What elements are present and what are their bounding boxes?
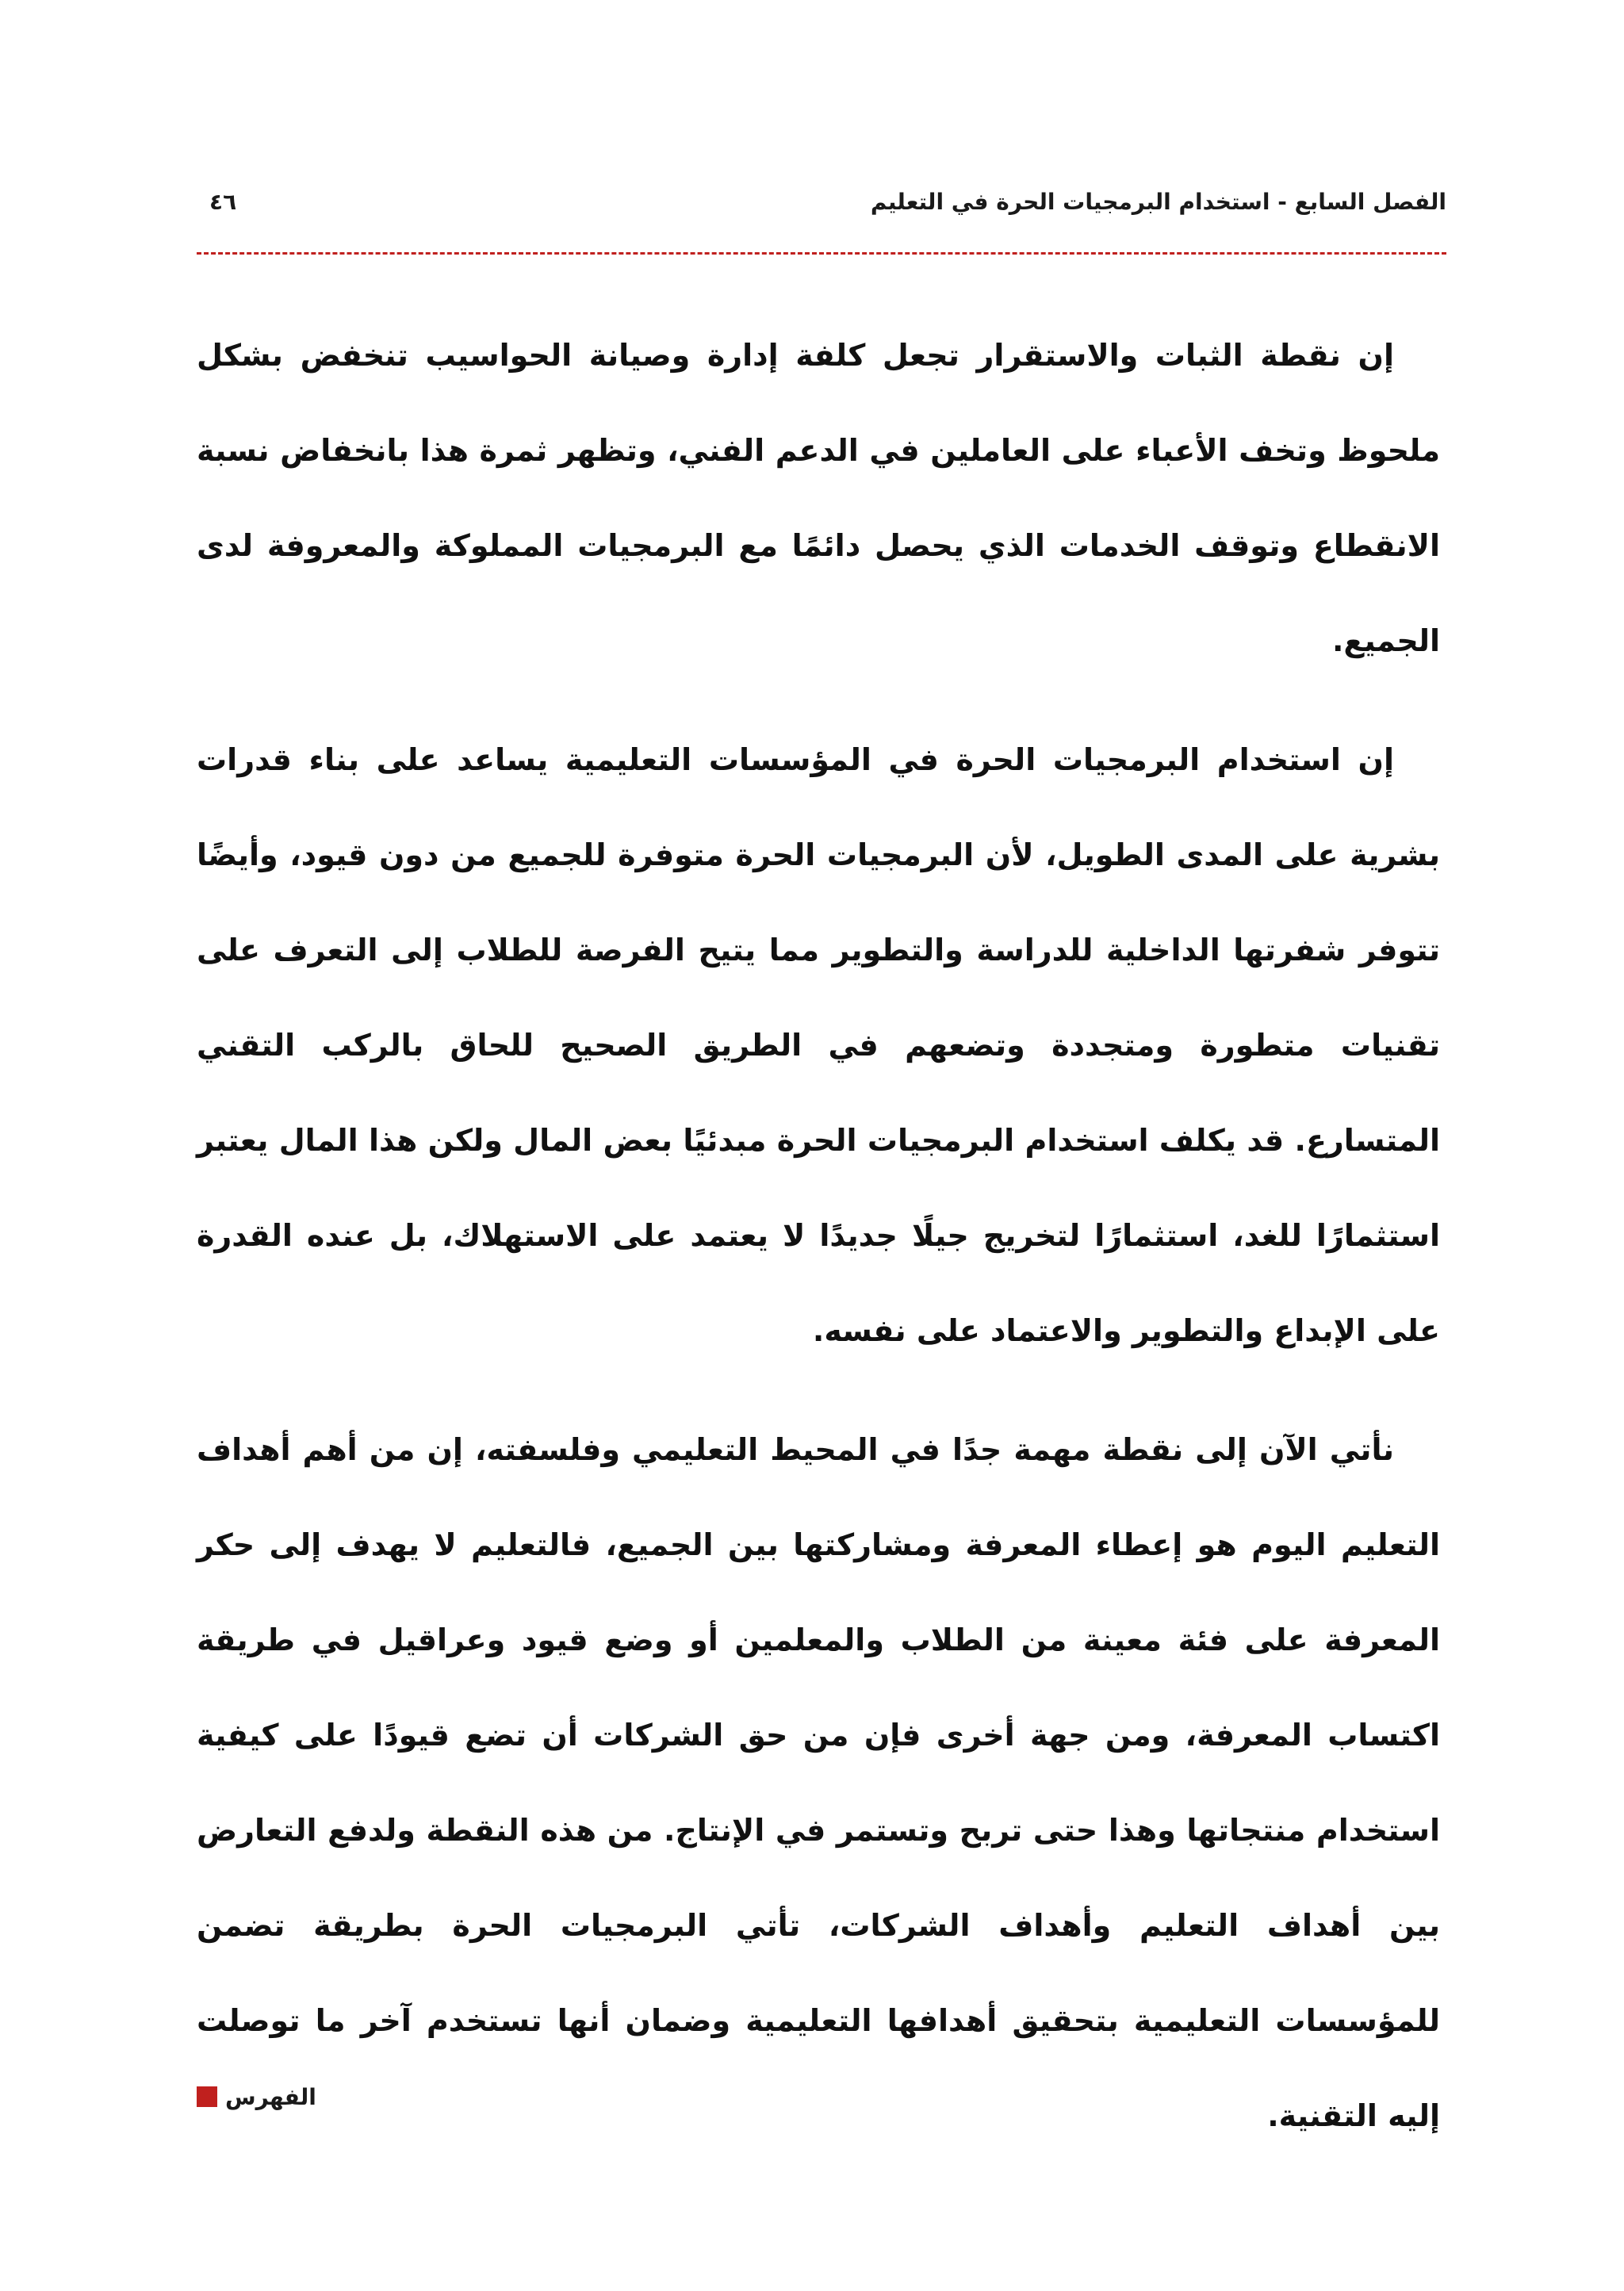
page-number: ٤٦ [209, 189, 237, 215]
header-divider [197, 252, 1446, 255]
paragraph-3: نأتي الآن إلى نقطة مهمة جدًا في المحيط التعليمي وفلسفته، إن من أهم أهداف التعليم اليوم هو إعطاء المعرفة ومشاركتها بين الجميع، فالتعليم لا يهدف إلى حكر المعرفة على فئة معينة من الطلاب والمعلمين أو وضع قيود وعراقيل في طريقة اكتساب المعرفة، ومن جهة أخرى فإن من حق الشركات أن تضع قيودًا على كيفية استخدام منتجاتها وهذا حتى تربح وتستمر في الإنتاج. من هذه النقطة ولدفع التعارض بين أهداف التعليم وأهداف الشركات، تأتي البرمجيات الحرة بطريقة تضمن للمؤسسات التعليمية بتحقيق أهدافها التعليمية وضمان أنها تستخدم آخر ما توصلت إليه التقنية. [197, 1432, 1440, 2133]
index-link-label[interactable]: الفهرس [225, 2083, 316, 2110]
index-link[interactable] [197, 2081, 316, 2113]
chapter-title: الفصل السابع - استخدام البرمجيات الحرة في التعليم [870, 189, 1446, 215]
paragraph-2: إن استخدام البرمجيات الحرة في المؤسسات التعليمية يساعد على بناء قدرات بشرية على المدى الطويل، لأن البرمجيات الحرة متوفرة للجميع من دون قيود، وأيضًا تتوفر شفرتها الداخلية للدراسة والتطوير مما يتيح الفرصة للطلاب إلى التعرف على تقنيات متطورة ومتجددة وتضعهم في الطريق الصحيح للحاق بالركب التقني المتسارع. قد يكلف استخدام البرمجيات الحرة مبدئيًا بعض المال ولكن هذا المال يعتبر استثمارًا للغد، استثمارًا لتخريج جيلًا جديدًا لا يعتمد على الاستهلاك، بل عنده القدرة على الإبداع والتطوير والاعتماد على نفسه. [197, 742, 1440, 1348]
body-text [197, 308, 1440, 2187]
page-header [197, 189, 1446, 236]
red-square-icon [197, 2086, 217, 2107]
paragraph-1: إن نقطة الثبات والاستقرار تجعل كلفة إدارة وصيانة الحواسيب تنخفض بشكل ملحوظ وتخف الأعباء على العاملين في الدعم الفني، وتظهر ثمرة هذا بانخفاض نسبة الانقطاع وتوقف الخدمات الذي يحصل دائمًا مع البرمجيات المملوكة والمعروفة لدى الجميع. [197, 338, 1440, 658]
